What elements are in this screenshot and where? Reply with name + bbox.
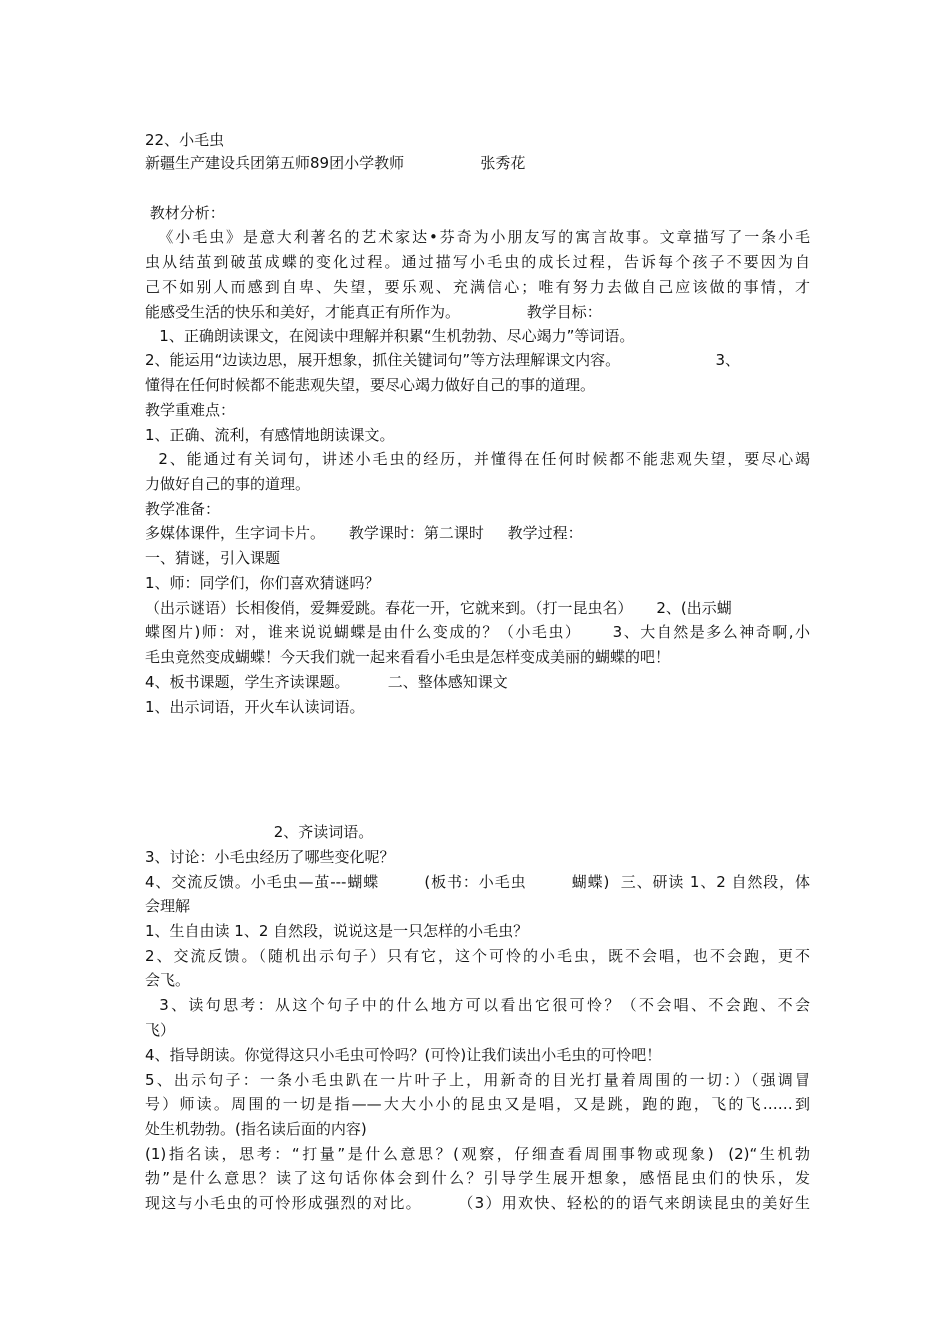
text-line: 蝶图片)师：对，谁来说说蝴蝶是由什么变成的？（小毛虫） 3、大自然是多么神奇啊,小 bbox=[145, 623, 810, 641]
text-line: 懂得在任何时候都不能悲观失望，要尽心竭力做好自己的事的道理。 bbox=[145, 376, 596, 394]
text-line: 4、指导朗读。你觉得这只小毛虫可怜吗？(可怜)让我们读出小毛虫的可怜吧！ bbox=[145, 1046, 662, 1064]
author-line: 新疆生产建设兵团第五师89团小学教师 张秀花 bbox=[145, 154, 526, 172]
text-line: 2、齐读词语。 bbox=[145, 823, 374, 841]
text-line: 能感受生活的快乐和美好，才能真正有所作为。 教学目标： bbox=[145, 303, 602, 321]
text-line: 虫从结茧到破茧成蝶的变化过程。通过描写小毛虫的成长过程，告诉每个孩子不要因为自 bbox=[145, 253, 810, 271]
text-line: 1、师：同学们，你们喜欢猜谜吗？ bbox=[145, 574, 380, 592]
text-line: 《小毛虫》是意大利著名的艺术家达•芬奇为小朋友写的寓言故事。文章描写了一条小毛 bbox=[145, 228, 810, 246]
text-line: 1、出示词语，开火车认读词语。 bbox=[145, 698, 365, 716]
section-heading: 教材分析： bbox=[145, 204, 225, 222]
text-line: 2、交流反馈。（随机出示句子）只有它，这个可怜的小毛虫，既不会唱，也不会跑，更不 bbox=[145, 947, 810, 965]
text-line: 3、读句思考：从这个句子中的什么地方可以看出它很可怜？（不会唱、不会跑、不会 bbox=[145, 996, 810, 1014]
lesson-title: 22、小毛虫 bbox=[145, 131, 225, 149]
text-line: （出示谜语）长相俊俏，爱舞爱跳。春花一开，它就来到。（打一昆虫名） 2、(出示蝴 bbox=[145, 599, 732, 617]
section-heading: 教学重难点： bbox=[145, 401, 236, 419]
text-line: 毛虫竟然变成蝴蝶！今天我们就一起来看看小毛虫是怎样变成美丽的蝴蝶的吧！ bbox=[145, 648, 671, 666]
text-line: 5、出示句子：一条小毛虫趴在一片叶子上，用新奇的目光打量着周围的一切：）（强调冒 bbox=[145, 1071, 810, 1089]
text-line: 现这与小毛虫的可怜形成强烈的对比。 （3）用欢快、轻松的的语气来朗读昆虫的美好生 bbox=[145, 1194, 810, 1212]
text-line: 3、讨论：小毛虫经历了哪些变化呢？ bbox=[145, 848, 395, 866]
text-line: 2、能通过有关词句，讲述小毛虫的经历，并懂得在任何时候都不能悲观失望，要尽心竭 bbox=[145, 450, 810, 468]
text-line: 处生机勃勃。(指名读后面的内容) bbox=[145, 1120, 367, 1138]
text-line: 己不如别人而感到自卑、失望，要乐观、充满信心；唯有努力去做自己应该做的事情，才 bbox=[145, 278, 810, 296]
text-line: 飞） bbox=[145, 1021, 176, 1039]
text-line: 1、正确、流利，有感情地朗读课文。 bbox=[145, 426, 395, 444]
text-line: 1、正确朗读课文，在阅读中理解并积累“生机勃勃、尽心竭力”等词语。 bbox=[145, 327, 635, 345]
text-line: 勃”是什么意思？读了这句话你体会到什么？引导学生展开想象，感悟昆虫们的快乐，发 bbox=[145, 1169, 810, 1187]
section-heading: 教学准备： bbox=[145, 500, 221, 518]
text-line: 1、生自由读 1、2 自然段，说说这是一只怎样的小毛虫？ bbox=[145, 922, 529, 940]
section-heading: 一、猜谜，引入课题 bbox=[145, 549, 281, 567]
text-line: (1)指名读，思考：“打量”是什么意思？(观察，仔细查看周围事物或现象) (2)“生机勃 bbox=[145, 1145, 810, 1163]
text-line: 2、能运用“边读边思，展开想象，抓住关键词句”等方法理解课文内容。 3、 bbox=[145, 351, 740, 369]
text-line: 号）师读。周围的一切是指——大大小小的昆虫又是唱，又是跳，跑的跑，飞的飞……到 bbox=[145, 1095, 810, 1113]
text-line: 4、板书课题，学生齐读课题。 二、整体感知课文 bbox=[145, 673, 508, 691]
text-line: 4、交流反馈。小毛虫—茧---蝴蝶 (板书：小毛虫 蝴蝶) 三、研读 1、2 自然段，体 bbox=[145, 873, 810, 891]
text-line: 会飞。 bbox=[145, 971, 191, 989]
text-line: 会理解 bbox=[145, 897, 191, 915]
text-line: 多媒体课件，生字词卡片。 教学课时：第二课时 教学过程： bbox=[145, 524, 583, 542]
text-line: 力做好自己的事的道理。 bbox=[145, 475, 311, 493]
